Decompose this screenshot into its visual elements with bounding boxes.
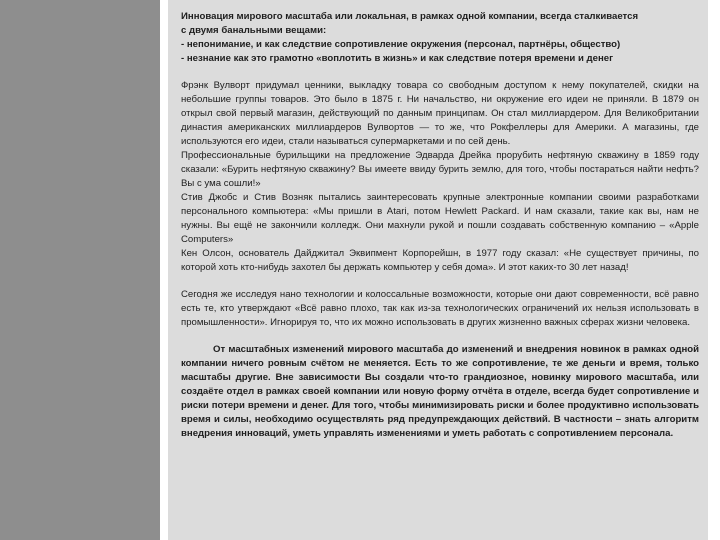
left-gray-band [0, 0, 160, 540]
story-woolworth: Фрэнк Вулворт придумал ценники, выкладку товара со свободным доступом к нему покупателей, скидки на небольшие группы товаров. Это было в 1875 г. Ни начальство, ни окружение его идеи не приняли. В 1879 он открыл свой первый магазин, действующий по данным принципам. Он стал миллиардером. Для Великобритании династия американских миллиардеров Вулвортов — то же, что Рокфеллеры для Америки. А магазины, где используются его идеи, стали называться супермаркетами и по сей день. [181, 80, 699, 147]
story-apple: Стив Джобс и Стив Возняк пытались заинтересовать крупные электронные компании своими разработками персонального компьютера: «Мы пришли в Atari, потом Hewlett Packard. И нам сказали, такие как вы, нам не нужны. Вы ещё не закончили колледж. Они махнули рукой и пошли создавать собственную компанию – «Apple Computers» [181, 192, 699, 245]
story-drake: Профессиональные бурильщики на предложение Эдварда Дрейка прорубить нефтяную скважину в 1859 году сказали: «Бурить нефтяную скважину? Вы имеете ввиду бурить землю, для того, чтобы постараться найти нефть? Вы с ума сошли!» [181, 150, 699, 189]
modern-block [181, 288, 699, 330]
conclusion-block [181, 343, 699, 441]
stories-block [181, 79, 699, 275]
intro-line: с двумя банальными вещами: [181, 25, 327, 36]
slide-content [181, 10, 699, 441]
intro-bullet: - непонимание, и как следствие сопротивление окружения (персонал, партнёры, общество) [181, 39, 621, 50]
story-olsen: Кен Олсон, основатель Дайджитал Эквипмент Корпорейшн, в 1977 году сказал: «Не существует причины, по которой хоть кто-нибудь захотел бы держать компьютер у себя дома». И этот каких-то 30 лет назад! [181, 248, 699, 273]
conclusion-paragraph: От масштабных изменений мирового масштаба до изменений и внедрения новинок в рамках одной компании ничего ровным счётом не меняется. Есть то же сопротивление, те же деньги и время, только масштабы другие. Вне зависимости Вы создали что-то грандиозное, новинку мирового масштаба, или создаёте отдел в рамках своей компании или новую форму отчёта в отделе, всегда будет сопротивление и риски потери времени и денег. Для того, чтобы минимизировать риски и более продуктивно использовать время и силы, необходимо осуществлять ряд предупреждающих действий. В частности – знать алгоритм внедрения инноваций, уметь управлять изменениями и уметь работать с сопротивлением персонала. [181, 344, 699, 439]
intro-block [181, 10, 699, 66]
intro-bullet: - незнание как это грамотно «воплотить в жизнь» и как следствие потеря времени и денег [181, 53, 614, 64]
intro-line: Инновация мирового масштаба или локальная, в рамках одной компании, всегда сталкивается [181, 11, 639, 22]
modern-paragraph: Сегодня же исследуя нано технологии и колоссальные возможности, которые они дают современности, всё равно есть те, кто утверждают «Всё равно плохо, так как из-за технологических ограничений их нельзя использовать в промышленности». Игнорируя то, что их можно использовать в других жизненно важных сферах жизни человека. [181, 289, 699, 328]
